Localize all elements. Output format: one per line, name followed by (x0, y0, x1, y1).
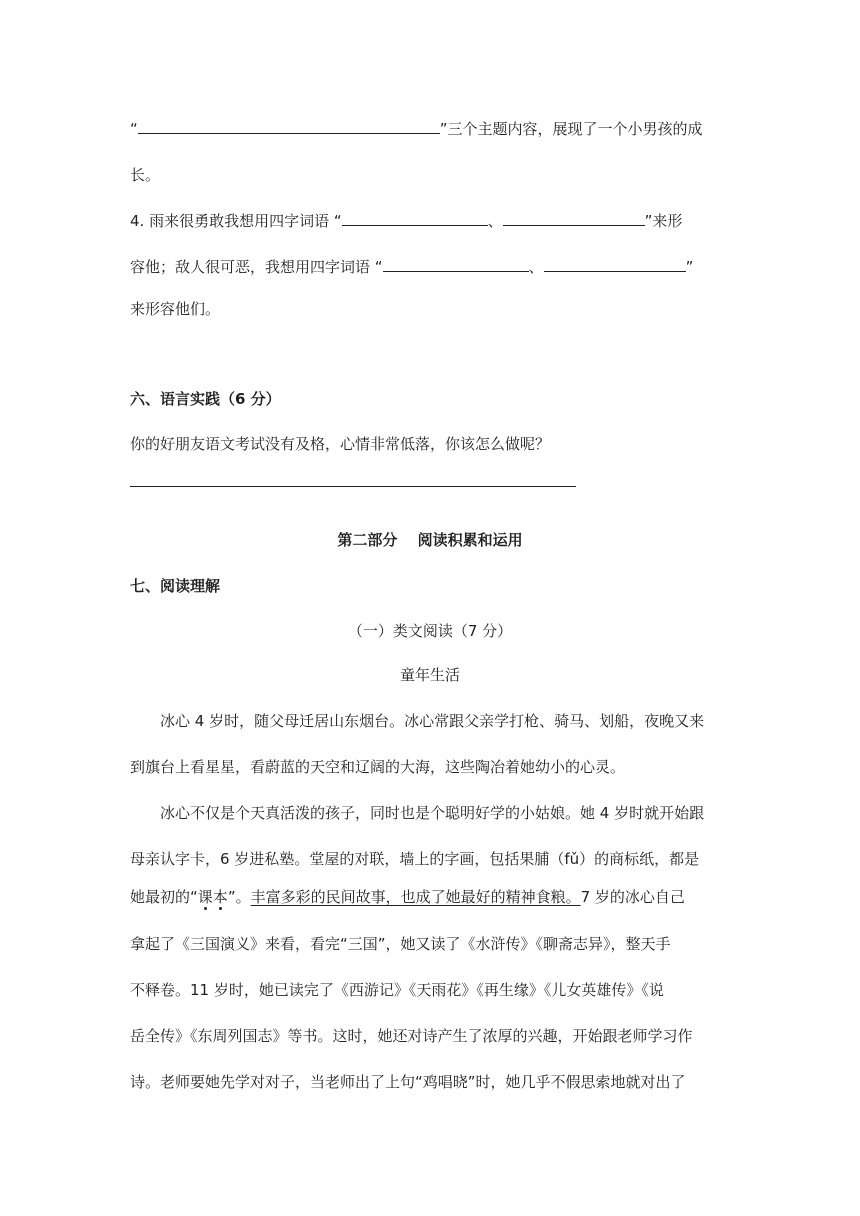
paragraph-2-line-5: 不释卷。11 岁时，她已读完了《西游记》《天雨花》《再生缘》《儿女英雄传》《说 (130, 981, 664, 999)
q4-suffix: ”来形 (644, 212, 683, 230)
paragraph-2-line-1: 冰心不仅是个天真活泼的孩子，同时也是个聪明好学的小姑娘。她 4 岁时就开始跟 (160, 804, 705, 822)
text-fragment: 她最初的“ (130, 888, 198, 906)
text-fragment: ”。 (227, 888, 251, 906)
text-fragment: 7 岁的冰心自己 (580, 888, 685, 906)
separator: 、 (487, 212, 503, 230)
paragraph-2-line-6: 岳全传》《东周列国志》等书。这时，她还对诗产生了浓厚的兴趣，开始跟老师学习作 (130, 1027, 693, 1045)
answer-line-section-6[interactable] (130, 486, 576, 487)
open-quote: “ (130, 120, 138, 138)
answer-blank-evil-2[interactable] (544, 256, 686, 272)
paragraph-2-line-7: 诗。老师要她先学对对子，当老师出了上句“鸡唱晓”时，她几乎不假思索地就对出了 (130, 1073, 686, 1091)
paragraph-1-line-2: 到旗台上看星星，看蔚蓝的天空和辽阔的大海，这些陶冶着她幼小的心灵。 (130, 758, 626, 776)
section-6-question: 你的好朋友语文考试没有及格，心情非常低落，你该怎么做呢？ (130, 435, 551, 453)
emphasis-dotted-char: 本 (212, 888, 228, 906)
q4-line-1 (130, 210, 730, 232)
paragraph-2-line-4: 拿起了《三国演义》来看，看完“三国”，她又读了《水浒传》《聊斋志异》，整天手 (130, 935, 671, 953)
part-2-title: 第二部分 阅读积累和运用 (337, 531, 523, 549)
paragraph-1-line-1: 冰心 4 岁时，随父母迁居山东烟台。冰心常跟父亲学打枪、骑马、划船，夜晚又来 (160, 712, 705, 730)
q4-line2-prefix: 容他；敌人很可恶，我想用四字词语 “ (130, 258, 383, 276)
separator: 、 (528, 258, 544, 276)
answer-blank-evil-1[interactable] (383, 256, 529, 272)
q3-text: ”三个主题内容，展现了一个小男孩的成 (439, 120, 703, 138)
answer-blank-brave-1[interactable] (342, 210, 488, 226)
q4-line-3: 来形容他们。 (130, 300, 221, 318)
q3-line (130, 118, 730, 140)
q4-prefix: 4. 雨来很勇敢我想用四字词语 “ (130, 212, 342, 230)
answer-blank-brave-2[interactable] (503, 210, 645, 226)
close-quote: ” (685, 258, 694, 276)
sub-heading: （一）类文阅读（7 分） (347, 622, 513, 640)
section-7-heading: 七、阅读理解 (130, 577, 221, 595)
paragraph-2-line-2: 母亲认字卡，6 岁进私塾。堂屋的对联，墙上的字画，包括果脯（fǔ）的商标纸，都是 (130, 850, 700, 868)
emphasis-dotted-char: 课 (197, 888, 213, 906)
passage-title: 童年生活 (399, 666, 460, 684)
answer-blank-themes[interactable] (138, 118, 440, 134)
q3-continuation: 长。 (130, 166, 161, 184)
paragraph-2-line-3 (130, 886, 730, 908)
section-6-heading: 六、语言实践（6 分） (130, 390, 281, 408)
q4-line-2 (130, 256, 730, 278)
underlined-sentence: 丰富多彩的民间故事，也成了她最好的精神食粮。 (250, 888, 581, 906)
